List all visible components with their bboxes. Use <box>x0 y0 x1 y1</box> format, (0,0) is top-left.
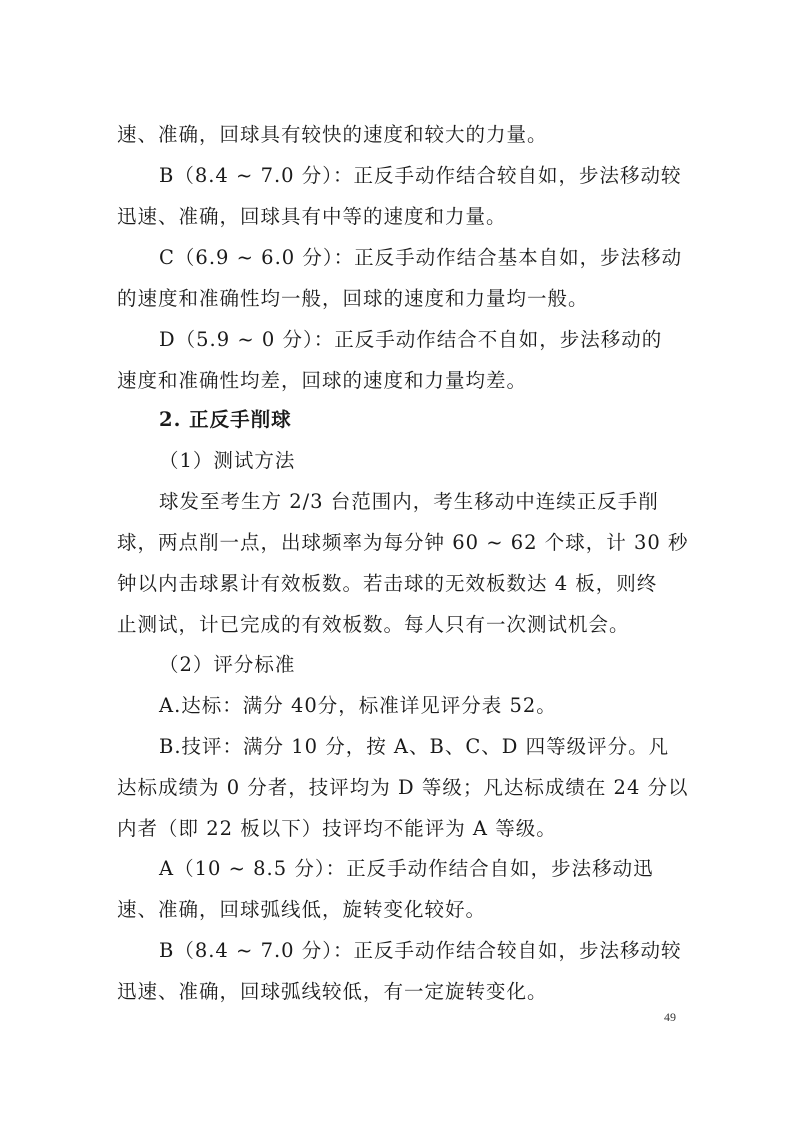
body-text-line: 止测试，计已完成的有效板数。每人只有一次测试机会。 <box>117 613 630 636</box>
body-text-line: 钟以内击球累计有效板数。若击球的无效板数达 4 板，则终 <box>117 572 658 595</box>
grade-b-paragraph-line: B（8.4 ~ 7.0 分）：正反手动作结合较自如，步法移动较 <box>159 164 682 187</box>
subsection-heading-test-method: （1）测试方法 <box>159 449 296 472</box>
grade-b-paragraph-line: B（8.4 ~ 7.0 分）：正反手动作结合较自如，步法移动较 <box>159 939 682 962</box>
body-text-line: 迅速、准确，回球具有中等的速度和力量。 <box>117 205 507 228</box>
body-text-line: 速、准确，回球弧线低，旋转变化较好。 <box>117 898 487 921</box>
grade-d-paragraph-line: D（5.9 ~ 0 分）：正反手动作结合不自如，步法移动的 <box>159 328 663 351</box>
body-text-line: 迅速、准确，回球弧线较低，有一定旋转变化。 <box>117 980 548 1003</box>
subsection-heading-scoring: （2）评分标准 <box>159 653 296 676</box>
standard-a-line: A.达标：满分 40分，标准详见评分表 52。 <box>159 694 557 717</box>
body-text-line: 达标成绩为 0 分者，技评均为 D 等级；凡达标成绩在 24 分以 <box>117 776 689 799</box>
test-method-paragraph-line: 球发至考生方 2/3 台范围内，考生移动中连续正反手削 <box>159 490 659 513</box>
body-text-line: 速、准确，回球具有较快的速度和较大的力量。 <box>117 123 548 146</box>
section-heading: 2. 正反手削球 <box>159 408 292 431</box>
grade-c-paragraph-line: C（6.9 ~ 6.0 分）：正反手动作结合基本自如，步法移动 <box>159 246 683 269</box>
body-text-line: 速度和准确性均差，回球的速度和力量均差。 <box>117 369 528 392</box>
body-text-line: 球，两点削一点，出球频率为每分钟 60 ~ 62 个球，计 30 秒 <box>117 531 689 554</box>
grade-a-paragraph-line: A（10 ~ 8.5 分）：正反手动作结合自如，步法移动迅 <box>159 857 654 880</box>
page-number: 49 <box>664 1010 676 1024</box>
standard-b-paragraph-line: B.技评：满分 10 分，按 A、B、C、D 四等级评分。凡 <box>159 735 670 758</box>
body-text-line: 内者（即 22 板以下）技评均不能评为 A 等级。 <box>117 817 557 840</box>
body-text-line: 的速度和准确性均一般，回球的速度和力量均一般。 <box>117 287 589 310</box>
